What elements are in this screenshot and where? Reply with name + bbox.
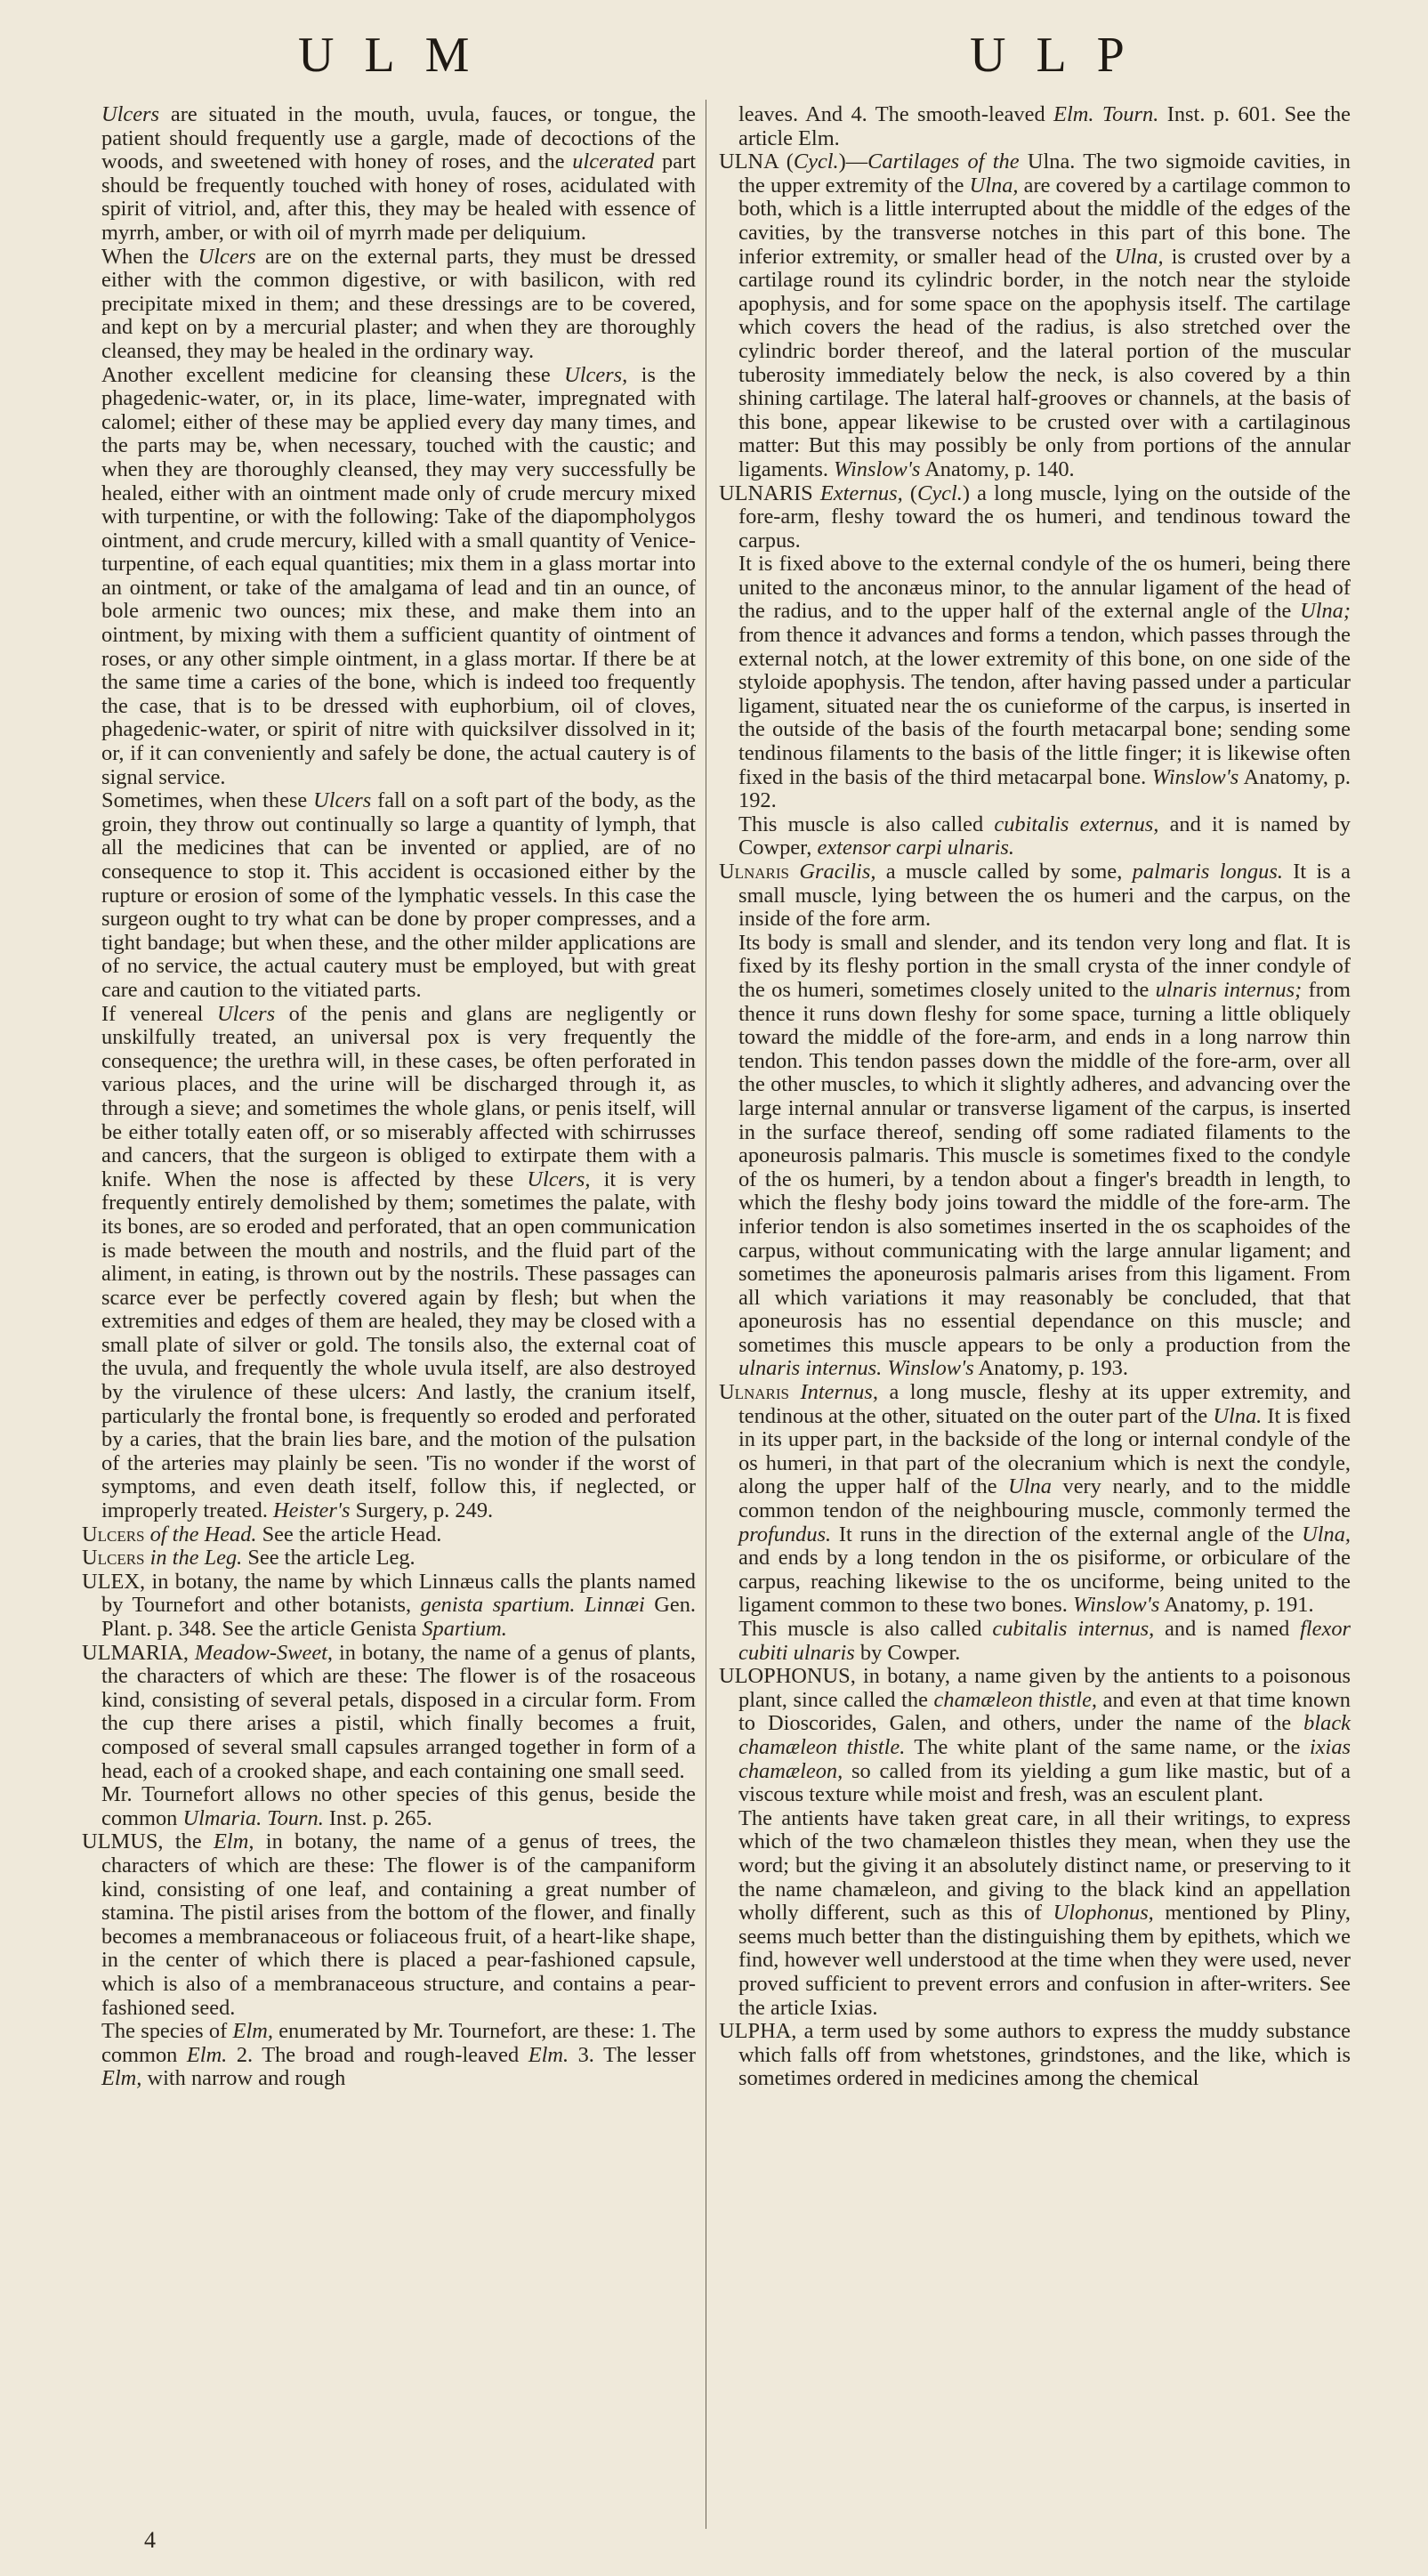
text-run: See the article Leg.	[242, 1546, 415, 1571]
text-run: Heister's	[273, 1498, 351, 1523]
text-run: from thence it advances and forms a tendon, which passes through the external notch, at the lower extremity of this bone, on one side of the styloide apophysis. The tendon, after having passed under a particular ligament, situated near the os cunieforme of the carpus, is inserted in the outside of the basis of the fourth metacarpal bone; sending some tendinous filaments to the basis of the little finger; it is likewise often fixed in the basis of the third metacarpal bone.	[738, 623, 1351, 789]
text-run: ulnaris internus;	[1155, 977, 1303, 1002]
text-run: extensor carpi ulnaris.	[817, 836, 1014, 860]
text-run: Cycl.	[793, 149, 839, 174]
text-run: in the Leg.	[144, 1546, 243, 1571]
text-run: Ulnaris	[719, 860, 790, 884]
text-run: Ulcers	[217, 1001, 276, 1026]
body-paragraph	[719, 813, 1351, 860]
text-run: Inst. p. 601. See the article Elm.	[738, 102, 1351, 150]
text-run: is crusted over by a cartilage round its cylindric border, in the notch near the styloide apophysis, and for some space on the apophysis itself. The cartilage which covers the head of the radius, is also stretched over the cylindric border thereof, and the lateral portion of the muscular tuberosity immediately below the neck, is also covered by a thin shining cartilage. The lateral half-grooves or channels, at the basis of this bone, appear likewise to be crusted over with a cartilaginous matter: But this may possibly be only from portions of the annular ligaments.	[738, 244, 1351, 481]
text-run: Elm,	[101, 2066, 142, 2091]
text-run: is the phagedenic-water, or, in its place, lime-water, impregnated with calomel; either of these may be applied every day many times, and the parts may be, when necessary, touched with the caustic; and when they are thoroughly cleansed, they may very successfully be healed, either with an ointment made only of crude mercury mixed with turpentine, or with the following: Take of the diapompholygos ointment, and crude mercury, killed with a small quantity of Venice-turpentine, of each equal quantities; mix them in a glass mortar into an ointment, or take of the amalgama of lead and tin an ounce, of bole armenic two ounces; mix these, and make them into an ointment, by mixing with them a sufficient quantity of ointment of roses, or any other simple ointment, in a glass mortar. If there be at the same time a caries of the bone, which is indeed too frequently the case, that is to be dressed with euphorbium, oil of cloves, phagedenic-water, or spirit of nitre with quicksilver dissolved in it; or, if it can conveniently and safely be done, the actual cautery is of signal service.	[101, 362, 696, 789]
text-run: Meadow-Sweet,	[194, 1640, 334, 1665]
text-run: It is fixed above to the external condyle of the os humeri, being there united to the anconæus minor, to the annular ligament of the head of the radius, and to the upper half of the external angle of the	[738, 552, 1351, 624]
text-run: Spartium.	[422, 1617, 507, 1641]
text-run: Another excellent medicine for cleansing these	[101, 362, 565, 387]
text-run: with narrow and rough	[141, 2066, 346, 2091]
text-run: ULPHA, a term used by some authors to express the muddy substance which falls off from whetstones, grindstones, and the like, which is sometimes ordered in medicines among the chemical	[719, 2019, 1351, 2091]
body-paragraph	[719, 932, 1351, 1381]
text-run: Its body is small and slender, and its tendon very long and flat. It is fixed by its fleshy portion in the small crysta of the inner condyle of the os humeri, sometimes closely united to the	[738, 930, 1351, 1002]
text-run: Mr. Tournefort allows no other species of this genus, beside the common	[101, 1782, 696, 1830]
body-paragraph	[719, 1618, 1351, 1665]
entry-paragraph	[82, 1546, 696, 1571]
text-run: Elm. Tourn.	[1053, 102, 1159, 126]
text-run: Cartilages of the	[867, 149, 1020, 174]
text-run: Ulna	[1008, 1474, 1052, 1499]
text-run: Elm.	[186, 2042, 228, 2067]
text-run: Ulna,	[969, 173, 1019, 198]
body-paragraph	[719, 553, 1351, 813]
text-run: Ulna;	[1300, 599, 1351, 624]
text-run: Ulcers,	[564, 362, 628, 387]
entry-paragraph	[82, 1523, 696, 1547]
text-run: ixias chamæleon,	[738, 1734, 1351, 1783]
text-run: It runs in the direction of the external angle of the	[831, 1522, 1303, 1546]
text-run: Elm.	[528, 2042, 569, 2067]
text-run: a long muscle, fleshy at its upper extremity, and tendinous at the other, situated on the outer part of the	[738, 1380, 1351, 1428]
text-run: Cycl.	[917, 480, 963, 505]
text-run: This muscle is also called	[738, 812, 995, 836]
text-run: Ulna,	[1114, 244, 1164, 269]
text-run: When the	[101, 244, 198, 269]
text-run: ULOPHONUS, in botany, a name given by the antients to a poisonous plant, since called the	[719, 1664, 1351, 1712]
text-run: Surgery, p. 249.	[350, 1498, 494, 1523]
entry-paragraph	[82, 1571, 696, 1642]
text-run: Elm,	[214, 1829, 254, 1854]
text-run: ulnaris internus. Winslow's	[738, 1356, 974, 1381]
text-run: in botany, the name of a genus of plants, the characters of which are these: The flower is of the rosaceous kind, consisting of several petals, disposed in a circular form. From the cup there arises a pistil, which finally becomes a fruit, composed of several small capsules arranged together in form of a head, each of a crooked shape, and each containing one small seed.	[101, 1640, 697, 1783]
left-column	[82, 103, 696, 2091]
text-run: Ulcers	[82, 1546, 145, 1571]
text-run: cubitalis internus,	[992, 1617, 1155, 1641]
text-run: palmaris longus.	[1132, 860, 1283, 884]
text-run: Ulna,	[1302, 1522, 1351, 1546]
text-run: Ulcers	[101, 102, 160, 126]
text-run: in botany, the name of a genus of trees, the characters of which are these: The flower is of the campaniform kind, consisting of one leaf, and containing a great number of stamina. The pistil arises from the bottom of the flower, and finally becomes a membranaceous or foliaceous fruit, of a heart-like shape, in the center of which there is placed a pear-fashioned capsule, which is also of a membranaceous structure, and contains a pear-fashioned seed.	[101, 1829, 696, 2020]
body-paragraph	[82, 2020, 696, 2091]
text-run: If venereal	[101, 1001, 218, 1026]
entry-paragraph	[719, 860, 1351, 932]
text-run: Anatomy, p. 193.	[973, 1356, 1128, 1381]
text-run: Winslow's	[1072, 1593, 1160, 1618]
text-run: It is fixed in its upper part, in the backside of the long or internal condyle of the os humeri, in that part of the olecranium which is next the condyle, along the upper half of the	[738, 1403, 1351, 1499]
text-run: cubitalis externus,	[994, 812, 1159, 836]
text-run: are on the external parts, they must be dressed either with the common digestive, or with basilicon, with red precipitate mixed in them; and these dressings are to be covered, and kept on by a mercurial plaster; and when they are thoroughly cleansed, they may be healed in the ordinary way.	[101, 244, 696, 363]
body-paragraph	[82, 789, 696, 1002]
text-run: ULMARIA,	[82, 1640, 195, 1665]
text-run: so called from its yielding a gum like mastic, but of a viscous texture while moist and fresh, was an esculent plant.	[738, 1758, 1351, 1807]
text-run: and it is named by Cowper,	[738, 812, 1351, 860]
text-run: Winslow's	[1151, 764, 1239, 789]
text-run: Winslow's	[834, 456, 921, 481]
text-run: ) a long muscle, lying on the outside of the fore-arm, fleshy toward the os humeri, and tendinous toward the carpus.	[738, 480, 1351, 553]
text-run: and ends by a long tendon in the os pisiforme, or orbiculare of the carpus, reaching likewise to the os unciforme, being united to the ligament common to these two bones.	[738, 1546, 1351, 1618]
text-run: enumerated by Mr. Tournefort, are these: 1. The common	[101, 2019, 696, 2067]
text-run: (	[902, 480, 918, 505]
text-run: Ulna. The two sigmoide cavities, in the upper extremity of the	[738, 149, 1351, 198]
body-paragraph	[82, 246, 696, 364]
text-run: )—	[838, 149, 868, 174]
text-run: black chamæleon thistle.	[738, 1711, 1351, 1759]
text-run: Anatomy, p. 191.	[1159, 1593, 1314, 1618]
text-run: Ulna.	[1213, 1403, 1263, 1428]
text-run: ulcerated	[572, 149, 655, 174]
text-run: and even at that time known to Dioscorides, Galen, and others, under the name of the	[738, 1687, 1351, 1736]
header-left: ULM	[298, 28, 500, 83]
text-run: Ulmaria. Tourn.	[182, 1805, 324, 1830]
text-run: part should be frequently touched with honey of roses, acidulated with spirit of vitriol, and, after this, they may be healed with essence of myrrh, amber, or with oil of myrrh made per deliquium.	[101, 149, 696, 245]
text-run: Internus,	[789, 1380, 878, 1405]
text-run: Ulcers,	[527, 1167, 591, 1191]
text-run: ULNARIS	[719, 480, 820, 505]
entry-paragraph	[719, 2020, 1351, 2091]
text-run: flexor cubiti ulnaris	[738, 1617, 1351, 1665]
text-run: chamæleon thistle,	[933, 1687, 1097, 1712]
body-paragraph	[82, 364, 696, 790]
text-run: 3. The lesser	[569, 2042, 696, 2067]
entry-paragraph	[719, 482, 1351, 553]
body-paragraph	[719, 103, 1351, 150]
text-run: ULEX, in botany, the name by which Linnæus calls the plants named by Tournefort and other botanists,	[82, 1569, 696, 1618]
text-run: a muscle called by some,	[875, 860, 1133, 884]
body-paragraph	[719, 1807, 1351, 2020]
text-run: mentioned by Pliny, seems much better than the distinguishing them by epithets, which we find, however well understood at the time when they were used, never proved sufficient to prevent errors and confusion in after-writers. See the article Ixias.	[738, 1901, 1351, 2020]
text-run: See the article Head.	[256, 1522, 442, 1546]
right-column	[719, 103, 1351, 2091]
text-run: ULMUS, the	[82, 1829, 214, 1854]
text-run: genista spartium. Linnæi	[420, 1593, 645, 1618]
text-run: are situated in the mouth, uvula, fauces, or tongue, the patient should frequently use a gargle, made of decoctions of the woods, and sweetened with honey of roses, and the	[101, 102, 696, 174]
text-run: This muscle is also called	[738, 1617, 993, 1641]
text-run: The antients have taken great care, in all their writings, to express which of the two chamæleon thistles they mean, when they use the word; but the giving it an absolutely distinct name, or preserving to it the name chamæleon, and giving to the black kind an appellation wholly different, such as this of	[738, 1805, 1351, 1926]
text-run: Gracilis,	[789, 860, 876, 884]
text-run: Elm,	[232, 2019, 273, 2044]
body-paragraph	[82, 1783, 696, 1830]
entry-paragraph	[719, 150, 1351, 481]
text-run: Inst. p. 265.	[323, 1805, 432, 1830]
text-run: The species of	[101, 2019, 233, 2044]
text-run: it is very frequently entirely demolished by them; sometimes the palate, with its bones, are so eroded and perforated, that an open communication is made between the mouth and nostrils, and the fluid part of the aliment, in eating, is thrown out by the nostrils. These passages can scarce ever be perfectly covered again by flesh; but when the extremities and edges of them are healed, they may be closed with a small plate of silver or gold. The tonsils also, the external coat of the uvula, and frequently the whole uvula itself, are also destroyed by the virulence of these ulcers: And lastly, the cranium itself, particularly the frontal bone, is frequently so eroded and perforated by a caries, that the brain lies bare, and the motion of the pulsation of the arteries may plainly be seen. 'Tis no wonder if the worst of symptoms, and even death itself, follow this, if neglected, or improperly treated.	[101, 1167, 696, 1523]
text-run: Anatomy, p. 192.	[738, 764, 1351, 813]
running-header	[0, 27, 1428, 98]
entry-paragraph	[719, 1665, 1351, 1807]
text-run: Ulophonus,	[1053, 1901, 1154, 1926]
entry-paragraph	[719, 1381, 1351, 1618]
text-run: of the Head.	[144, 1522, 257, 1546]
text-run: Ulnaris	[719, 1380, 790, 1405]
text-run: are covered by a cartilage common to both, which is a little interrupted about the middle of the edges of the cavities, by the transverse notches in this part of this bone. The inferior extremity, or smaller head of the	[738, 173, 1351, 269]
text-run: leaves. And 4. The smooth-leaved	[738, 102, 1054, 126]
text-run: Ulcers	[313, 788, 372, 813]
text-run: fall on a soft part of the body, as the groin, they throw out continually so large a quantity of lymph, that all the medicines that can be invented or applied, are of no consequence to stop it. This accident is occasioned either by the rupture or erosion of some of the lymphatic vessels. In this case the surgeon ought to try what can be done by proper compresses, and a tight bandage; but when these, and the other milder applications are of no service, the actual cautery must be employed, but with great care and caution to the vitiated parts.	[101, 788, 696, 1002]
text-run: It is a small muscle, lying between the os humeri and the carpus, on the inside of the fore arm.	[738, 860, 1351, 932]
text-run: by Cowper.	[854, 1640, 961, 1665]
body-paragraph	[82, 103, 696, 246]
text-run: Anatomy, p. 140.	[920, 456, 1075, 481]
signature-mark: 4	[144, 2527, 156, 2553]
text-run: of the penis and glans are negligently or unskilfully treated, an universal pox is very frequently the consequence; the urethra will, in these cases, be often perforated in various places, and the urine will be discharged through it, as through a sieve; and sometimes the whole glans, or penis itself, will be either totally eaten off, or so miserably affected with schirrusses and cancers, that the surgeon is obliged to extirpate them with a knife. When the nose is affected by these	[101, 1001, 696, 1191]
text-run: profundus.	[738, 1522, 832, 1546]
text-run: 2. The broad and rough-leaved	[227, 2042, 528, 2067]
text-run: Ulcers	[198, 244, 256, 269]
header-right: ULP	[970, 28, 1155, 83]
text-run: Externus,	[819, 480, 903, 505]
text-run: very nearly, and to the middle common tendon of the neighbouring muscle, commonly termed the	[738, 1474, 1351, 1523]
entry-paragraph	[82, 1642, 696, 1784]
text-run: from thence it runs down fleshy for some space, turning a little obliquely toward the middle of the fore-arm, and ends in a long narrow thin tendon. This tendon passes down the middle of the fore-arm, over all the other muscles, to which it slightly adheres, and advancing over the large internal annular or transverse ligament of the carpus, is inserted in the surface thereof, sending off some radiated filaments to the aponeurosis palmaris. This muscle is sometimes fixed to the condyle of the os humeri, by a tendon about a finger's breadth in length, to which the fleshy body joins toward the middle of the fore-arm. The inferior tendon is also sometimes inserted in the os scaphoides of the carpus, without communicating with the large annular ligament; and sometimes the aponeurosis palmaris arises from this ligament. From all which variations it may reasonably be concluded, that that aponeurosis has no essential dependance on this muscle; and sometimes this muscle appears to be only a production from the	[738, 977, 1351, 1357]
body-paragraph	[82, 1003, 696, 1523]
text-run: ULNA (	[719, 149, 794, 174]
text-run: and is named	[1154, 1617, 1301, 1641]
text-run: Gen. Plant. p. 348. See the article Genista	[101, 1593, 696, 1641]
text-run: Ulcers	[82, 1522, 145, 1546]
text-run: The white plant of the same name, or the	[905, 1734, 1310, 1759]
entry-paragraph	[82, 1830, 696, 2020]
text-run: Sometimes, when these	[101, 788, 314, 813]
